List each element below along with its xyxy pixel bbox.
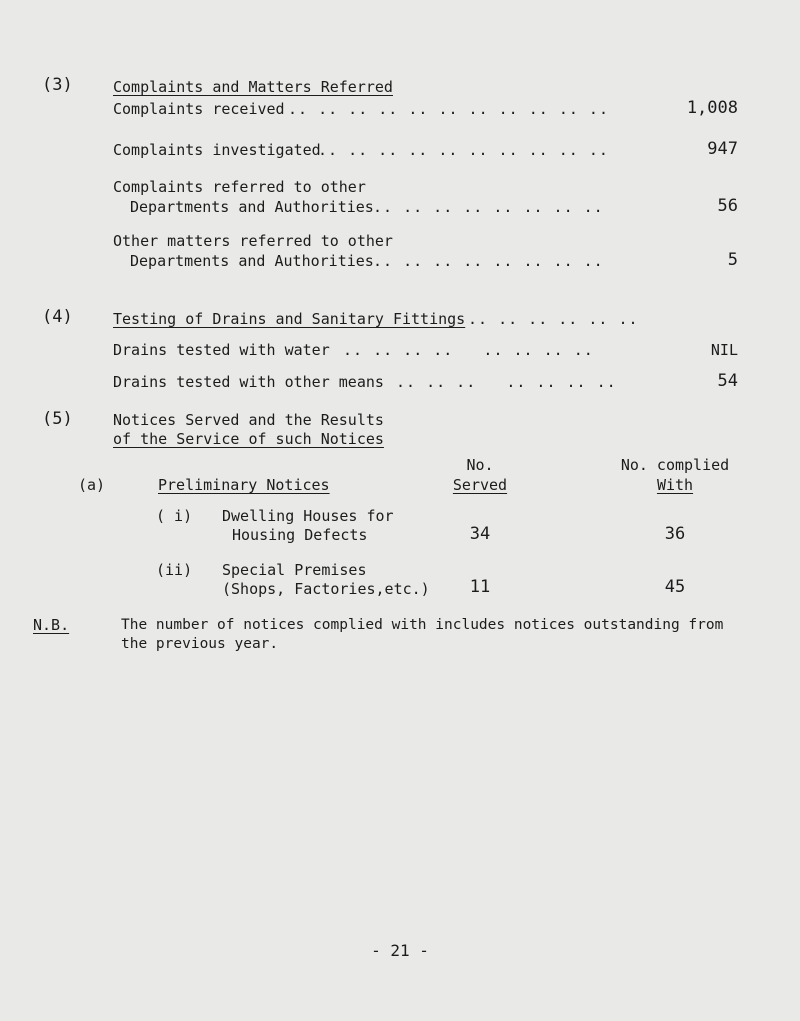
drains-water-value: NIL — [710, 341, 738, 359]
other-matters-value: 5 — [727, 250, 738, 270]
item-i-served: 34 — [469, 524, 491, 544]
complaints-investigated-label: Complaints investigated — [113, 141, 321, 159]
section-4-heading: Testing of Drains and Sanitary Fittings — [113, 310, 466, 328]
leader-dots: .. .. .. .. .. .. .. .. — [373, 198, 604, 216]
col-served-header-line2: Served — [452, 476, 508, 494]
item-ii-label-line2: (Shops, Factories,etc.) — [222, 580, 430, 598]
section-5-heading-line2: of the Service of such Notices — [113, 430, 384, 448]
drains-other-label: Drains tested with other means — [113, 373, 384, 391]
other-matters-label-line2: Departments and Authorities — [130, 252, 374, 270]
item-i-label-line2: Housing Defects — [232, 526, 368, 544]
item-i-number: ( i) — [156, 507, 193, 525]
item-ii-label-line1: Special Premises — [222, 561, 367, 579]
drains-water-label: Drains tested with water — [113, 341, 330, 359]
complaints-referred-value: 56 — [717, 196, 738, 216]
subsection-a-number: (a) — [78, 476, 106, 494]
note-line2: the previous year. — [121, 636, 279, 652]
note-label: N.B. — [33, 616, 70, 634]
section-5-heading-line1: Notices Served and the Results — [113, 411, 384, 429]
subsection-a-label: Preliminary Notices — [158, 476, 330, 494]
note-line1: The number of notices complied with includes notices outstanding from — [121, 617, 724, 633]
item-i-label-line1: Dwelling Houses for — [222, 507, 394, 525]
complaints-received-value: 1,008 — [686, 98, 738, 118]
leader-dots: .. .. .. .. .. .. — [468, 310, 639, 328]
section-3-number: (3) — [42, 75, 73, 95]
complaints-received-label: Complaints received — [113, 100, 285, 118]
item-ii-served: 11 — [469, 577, 491, 597]
leader-dots: .. .. .. .. .. .. .. .. .. .. — [318, 141, 609, 159]
other-matters-label-line1: Other matters referred to other — [113, 232, 393, 250]
leader-dots: .. .. .. .. .. .. .. .. — [343, 341, 594, 359]
col-complied-header-line2: With — [656, 476, 694, 494]
item-ii-complied: 45 — [664, 577, 686, 597]
complaints-referred-label-line2: Departments and Authorities — [130, 198, 374, 216]
leader-dots: .. .. .. .. .. .. .. — [396, 373, 617, 391]
complaints-referred-label-line1: Complaints referred to other — [113, 178, 366, 196]
section-4-number: (4) — [42, 307, 73, 327]
complaints-investigated-value: 947 — [707, 139, 738, 159]
col-served-header-line1: No. — [466, 456, 494, 474]
item-ii-number: (ii) — [156, 561, 193, 579]
col-complied-header-line1: No. complied — [620, 456, 730, 474]
drains-other-value: 54 — [717, 371, 738, 391]
section-3-heading: Complaints and Matters Referred — [113, 78, 393, 96]
section-5-number: (5) — [42, 409, 73, 429]
leader-dots: .. .. .. .. .. .. .. .. .. .. .. — [288, 100, 609, 118]
leader-dots: .. .. .. .. .. .. .. .. — [373, 252, 604, 270]
item-i-complied: 36 — [664, 524, 686, 544]
page-number: - 21 - — [371, 941, 429, 960]
